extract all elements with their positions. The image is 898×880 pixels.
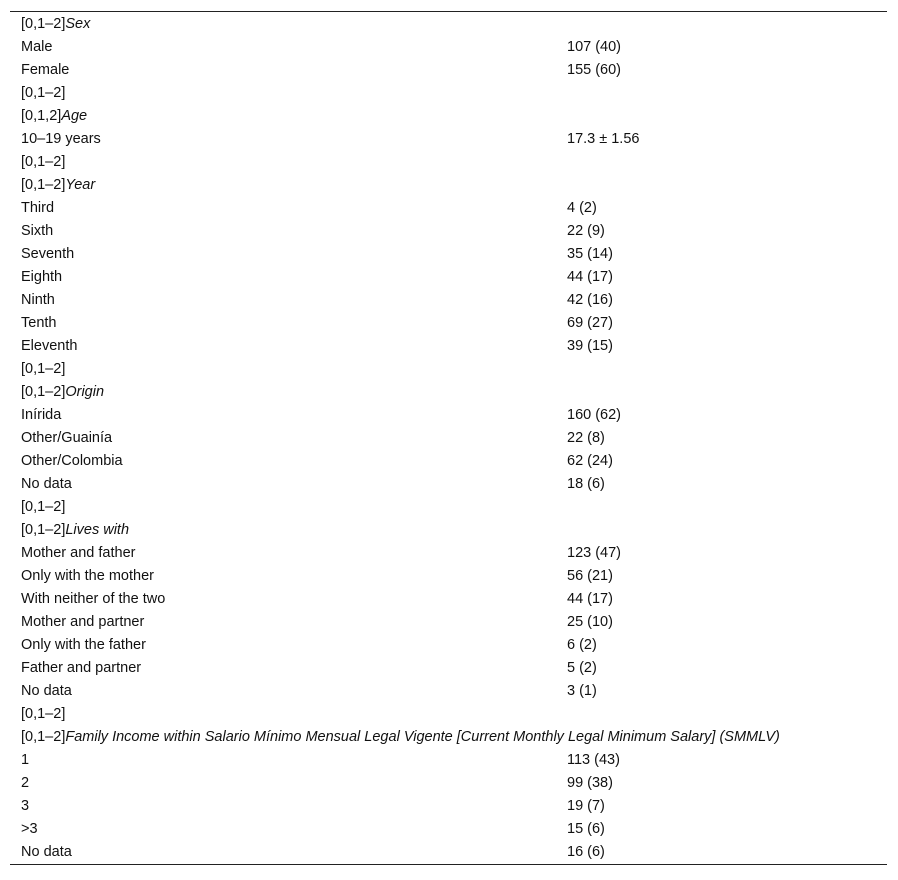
table-row [10,611,887,634]
separator-row [10,358,887,381]
row-value: 19 (7) [567,798,605,814]
row-label: Male [21,39,53,55]
row-value: 99 (38) [567,775,613,791]
table-row [10,36,887,59]
row-value: 4 (2) [567,200,597,216]
table-row [10,266,887,289]
table-row [10,588,887,611]
table-row [10,335,887,358]
section-prefix: [0,1–2] [21,384,66,400]
row-value: 155 (60) [567,62,622,78]
row-label: Eighth [21,269,63,285]
separator-text: [0,1–2] [21,154,66,170]
row-value: 107 (40) [567,39,622,55]
section-header-row [10,726,887,749]
row-label: Only with the mother [21,568,154,584]
row-label: >3 [21,821,38,837]
section-title: Origin [65,384,105,400]
row-value: 42 (16) [567,292,613,308]
row-value: 123 (47) [567,545,622,561]
table-row [10,680,887,703]
section-header [21,174,95,197]
section-title: Sex [65,16,91,32]
separator-row [10,703,887,726]
row-label: 3 [21,798,30,814]
row-value: 18 (6) [567,476,605,492]
row-label: Eleventh [21,338,78,354]
section-header-row [10,519,887,542]
row-value: 6 (2) [567,637,597,653]
separator-text: [0,1–2] [21,85,66,101]
table-row [10,795,887,818]
row-value: 15 (6) [567,821,605,837]
section-header [21,381,104,404]
section-prefix: [0,1–2] [21,522,66,538]
row-value: 39 (15) [567,338,613,354]
section-title: Family Income within Salario Mínimo Mensual Legal Vigente [Current Monthly Legal Minimum Salary] (SMMLV) [65,729,780,745]
row-label: Seventh [21,246,75,262]
table-row [10,473,887,496]
row-label: Tenth [21,315,57,331]
row-value: 113 (43) [567,752,620,768]
table-row [10,565,887,588]
separator-row [10,151,887,174]
row-value: 5 (2) [567,660,597,676]
row-value: 35 (14) [567,246,613,262]
row-value: 25 (10) [567,614,613,630]
table-row [10,749,887,772]
row-value: 16 (6) [567,844,605,860]
section-header [21,13,90,36]
table-row [10,657,887,680]
row-value: 62 (24) [567,453,613,469]
row-label: No data [21,683,72,699]
table-row [10,542,887,565]
section-prefix: [0,1,2] [21,108,62,124]
row-value: 22 (8) [567,430,605,446]
row-label: Inírida [21,407,62,423]
table-row [10,197,887,220]
table-row [10,312,887,335]
row-label: 10–19 years [21,131,101,147]
row-value: 69 (27) [567,315,613,331]
row-label: 2 [21,775,30,791]
table-row [10,59,887,82]
table-row [10,243,887,266]
row-value: 22 (9) [567,223,605,239]
row-value: 160 (62) [567,407,622,423]
section-header-row [10,174,887,197]
row-value: 44 (17) [567,269,613,285]
row-label: With neither of the two [21,591,166,607]
row-label: Sixth [21,223,54,239]
section-prefix: [0,1–2] [21,177,66,193]
table-row [10,772,887,795]
separator-text: [0,1–2] [21,361,66,377]
row-label: No data [21,844,72,860]
row-value: 17.3 ± 1.56 [567,131,640,147]
row-label: 1 [21,752,30,768]
section-header-row [10,381,887,404]
table-row [10,841,887,864]
row-value: 3 (1) [567,683,597,699]
demographics-table [10,11,887,865]
table-row [10,220,887,243]
row-label: Ninth [21,292,55,308]
table-row [10,289,887,312]
row-label: Mother and father [21,545,136,561]
row-label: No data [21,476,72,492]
separator-text: [0,1–2] [21,706,66,722]
separator-row [10,82,887,105]
section-title: Age [61,108,88,124]
row-label: Mother and partner [21,614,145,630]
row-label: Only with the father [21,637,146,653]
section-header-row [10,105,887,128]
section-header [21,105,87,128]
row-label: Other/Guainía [21,430,113,446]
section-header [21,726,780,749]
separator-text: [0,1–2] [21,499,66,515]
table-row [10,128,887,151]
section-title: Year [65,177,96,193]
section-title: Lives with [65,522,130,538]
separator-row [10,496,887,519]
table-row [10,427,887,450]
table-row [10,450,887,473]
row-label: Other/Colombia [21,453,123,469]
row-label: Female [21,62,70,78]
table-row [10,818,887,841]
table-row [10,634,887,657]
row-label: Third [21,200,55,216]
section-header-row [10,13,887,36]
section-header [21,519,129,542]
row-value: 44 (17) [567,591,613,607]
table-row [10,404,887,427]
row-value: 56 (21) [567,568,613,584]
section-prefix: [0,1–2] [21,16,66,32]
row-label: Father and partner [21,660,142,676]
section-prefix: [0,1–2] [21,729,66,745]
